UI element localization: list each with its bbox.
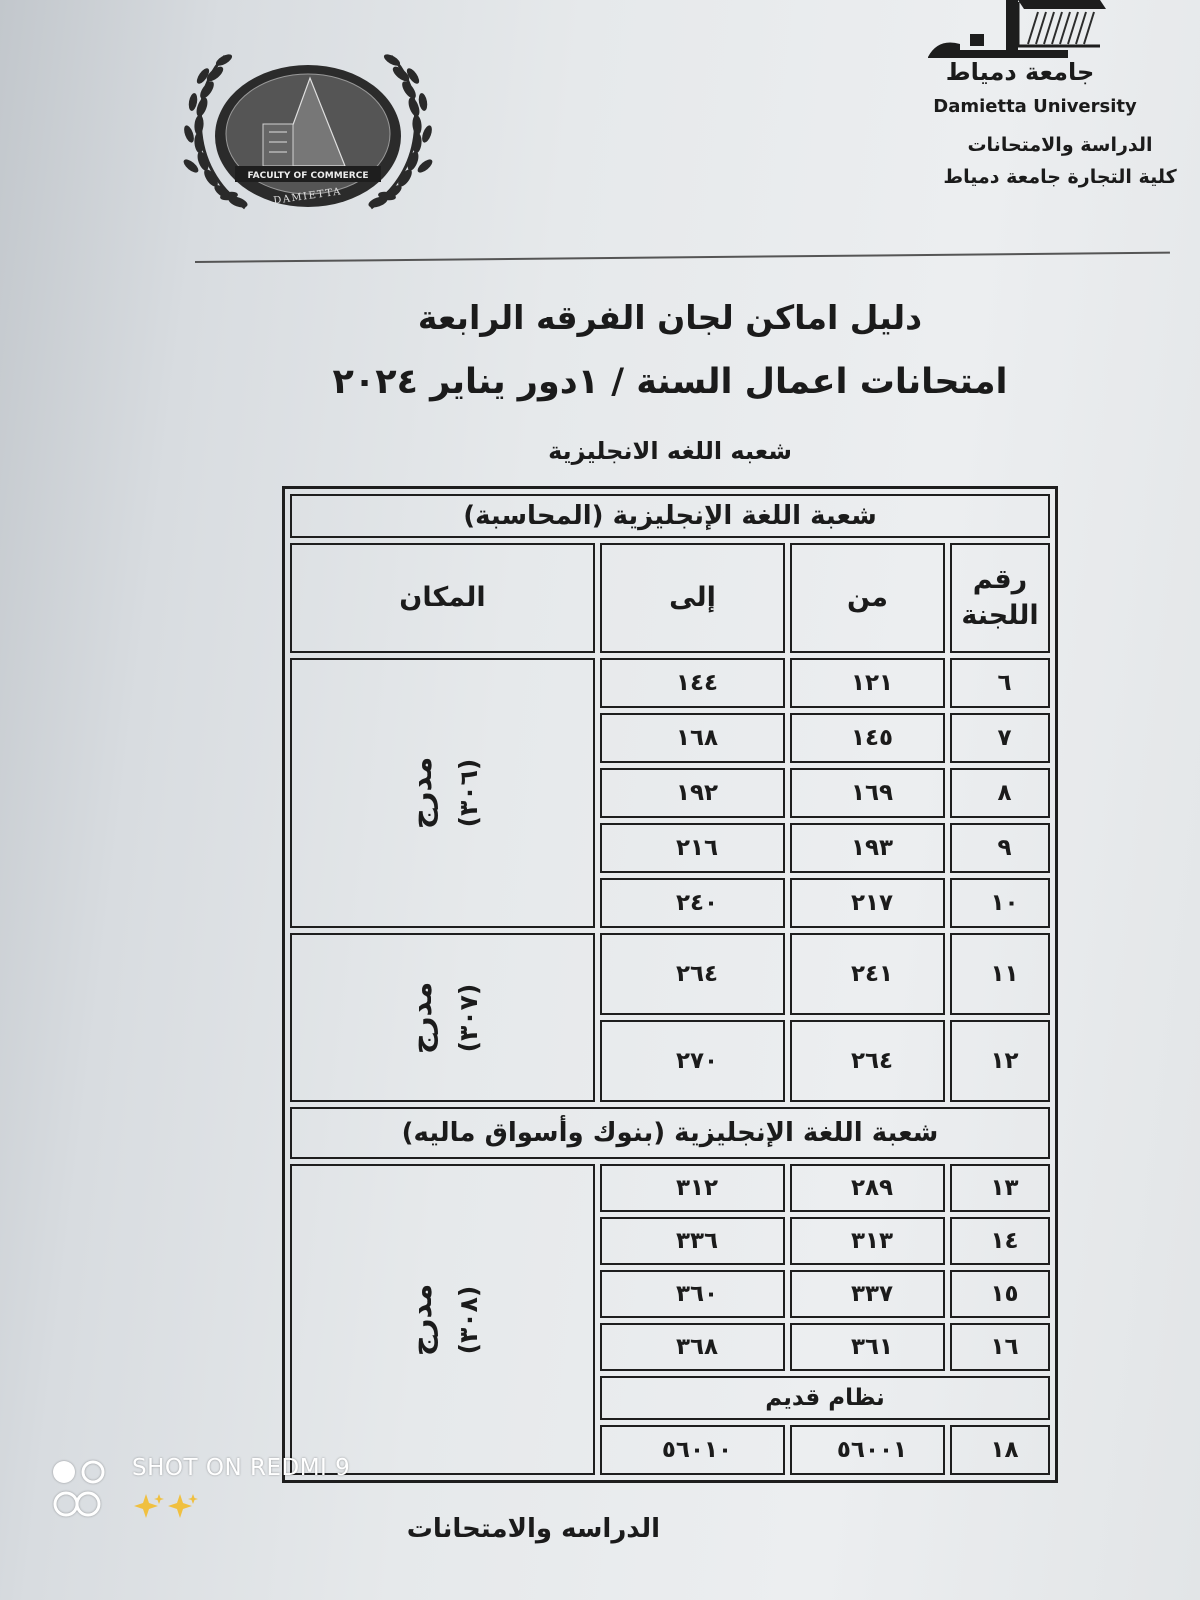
committees-table-wrapper [282,486,1058,1483]
committee-number: ٧ [950,713,1050,763]
place-label [395,1283,490,1355]
section-header-row [290,1107,1050,1159]
division-title: شعبه اللغه الانجليزية [548,437,792,465]
footer-signature: الدراسه والامتحانات [406,1514,660,1544]
committee-number: ١٤ [950,1217,1050,1265]
committee-number: ١٥ [950,1270,1050,1318]
seat-from: ٢٤١ [790,933,945,1015]
place-type: مدرج [403,981,438,1054]
seat-from: ١٢١ [790,658,945,708]
table-row [290,1164,1050,1212]
seal-city-text: DAMIETTA [272,186,343,207]
seat-from: ١٤٥ [790,713,945,763]
seat-from: ١٦٩ [790,768,945,818]
seat-to: ٢١٦ [600,823,785,873]
sparkles-icon [132,1492,202,1520]
committee-number: ٩ [950,823,1050,873]
seat-from: ٢٨٩ [790,1164,945,1212]
column-header-from: من [790,543,945,653]
table-row [290,933,1050,1015]
seat-to: ٣٦٠ [600,1270,785,1318]
seat-to: ٣١٢ [600,1164,785,1212]
column-header-place: المكان [290,543,595,653]
committee-number: ١٦ [950,1323,1050,1371]
university-name-arabic: جامعة دمياط [945,58,1095,86]
seal-faculty-text: FACULTY OF COMMERCE [247,171,369,181]
dual-camera-icon [48,1456,112,1522]
committee-number: ١١ [950,933,1050,1015]
seat-from: ٢١٧ [790,878,945,928]
place-cell [290,658,595,928]
seat-from: ٢٦٤ [790,1020,945,1102]
place-cell [290,1164,595,1475]
seat-from: ٣١٣ [790,1217,945,1265]
committee-number: ١٨ [950,1425,1050,1475]
seal-emblem [215,65,401,207]
faculty-name: كلية التجارة جامعة دمياط [943,166,1177,188]
seat-to: ١٦٨ [600,713,785,763]
place-label [395,757,490,829]
seat-from: ٣٣٧ [790,1270,945,1318]
committee-number: ١٢ [950,1020,1050,1102]
column-header-committee: رقم اللجنة [950,543,1050,653]
column-header-row [290,543,1050,653]
hall-number: (٣٠٨) [453,1285,482,1354]
section-title: شعبة اللغة الإنجليزية (المحاسبة) [290,494,1050,538]
university-name-english: Damietta University [933,96,1137,117]
building-icon [263,124,293,166]
old-system-subheader: نظام قديم [600,1376,1050,1420]
seat-to: ٢٧٠ [600,1020,785,1102]
committee-number: ١٠ [950,878,1050,928]
hall-number: (٣٠٧) [453,983,482,1052]
committee-number: ٦ [950,658,1050,708]
place-type: مدرج [403,756,438,830]
hall-number: (٣٠٦) [453,758,482,828]
place-type: مدرج [403,1283,438,1356]
place-label [395,981,490,1053]
seat-from: ٥٦٠٠١ [790,1425,945,1475]
document-subtitle: امتحانات اعمال السنة / ١دور يناير ٢٠٢٤ [332,362,1008,402]
committee-number: ٨ [950,768,1050,818]
place-cell [290,933,595,1102]
seat-from: ١٩٣ [790,823,945,873]
department-name: الدراسة والامتحانات [967,134,1153,156]
committee-number: ١٣ [950,1164,1050,1212]
faculty-seal-logo [183,46,433,216]
document-title: دليل اماكن لجان الفرقه الرابعة [417,298,923,337]
seat-to: ١٩٢ [600,768,785,818]
seat-to: ٢٦٤ [600,933,785,1015]
seat-to: ٢٤٠ [600,878,785,928]
seat-to: ٣٦٨ [600,1323,785,1371]
header-divider [195,252,1170,263]
university-logo [918,0,1158,62]
column-header-to: إلى [600,543,785,653]
seat-from: ٣٦١ [790,1323,945,1371]
section-header-row [290,494,1050,538]
seat-to: ٥٦٠١٠ [600,1425,785,1475]
seat-to: ٣٣٦ [600,1217,785,1265]
camera-watermark-text: SHOT ON REDMI 9 [132,1455,351,1481]
committees-table [282,486,1058,1483]
table-row [290,658,1050,708]
section-title: شعبة اللغة الإنجليزية (بنوك وأسواق ماليه) [290,1107,1050,1159]
seat-to: ١٤٤ [600,658,785,708]
